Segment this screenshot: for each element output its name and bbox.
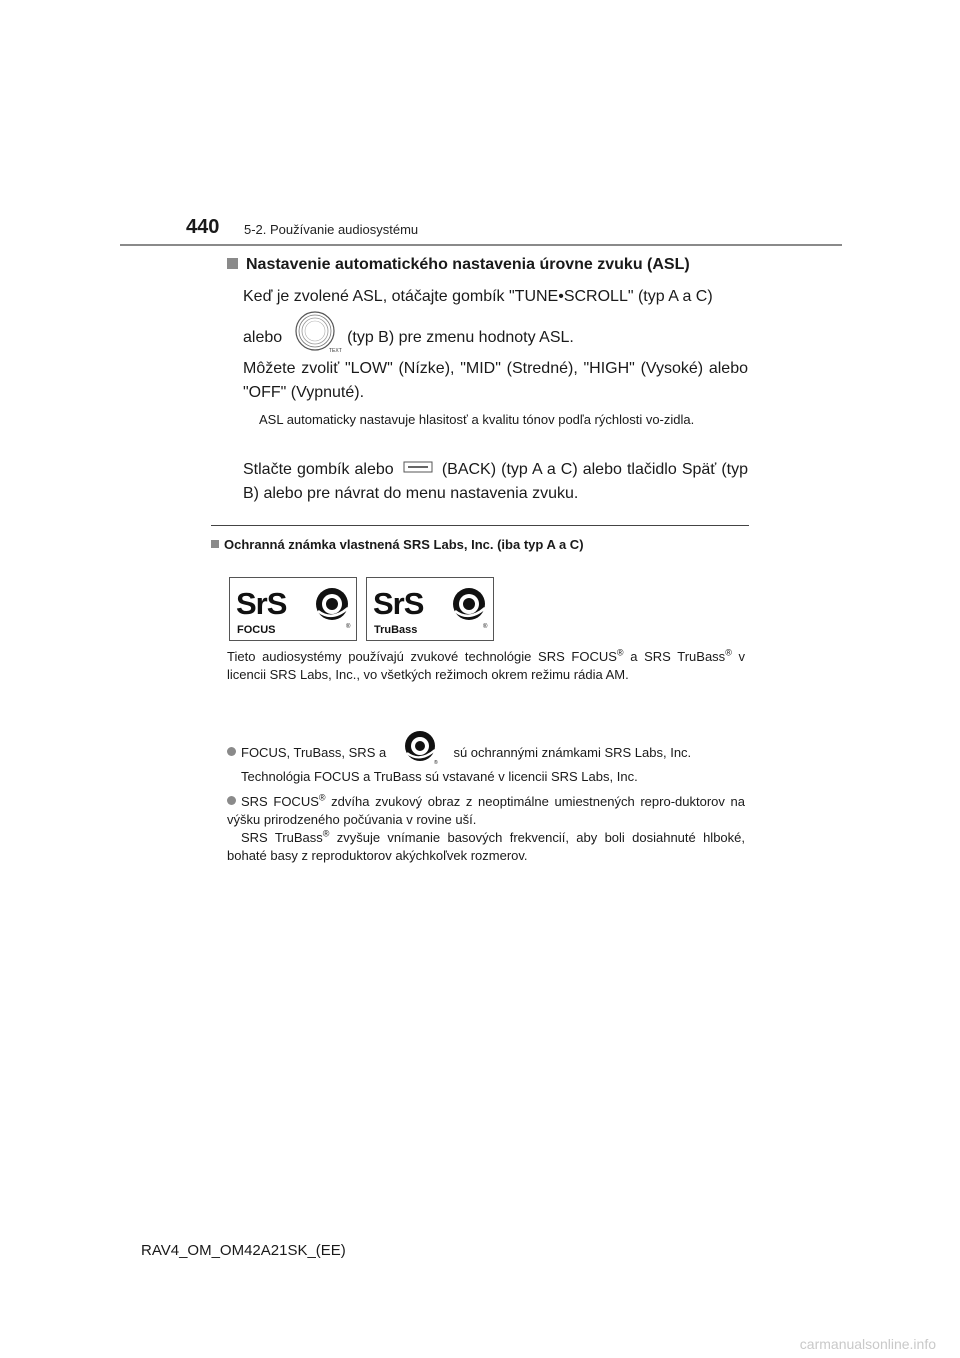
svg-text:FOCUS: FOCUS: [237, 624, 276, 636]
asl-heading: Nastavenie automatického nastavenia úrovne zvuku (ASL): [227, 256, 690, 274]
asl-paragraph-1: Keď je zvolené ASL, otáčajte gombík "TUNE•SCROLL" (typ A a C): [243, 288, 713, 305]
header-divider: [120, 244, 842, 246]
asl-paragraph-4: Stlačte gombík alebo (BACK) (typ A a C) alebo tlačidlo Späť (typ B) alebo pre návrat do menu nastavenia zvuku.: [243, 458, 748, 506]
srs-bullet-2: SRS FOCUS® zdvíha zvukový obraz z neoptimálne umiestnených repro-duktorov na výšku prirodzeného počúvania v rovine uší. SRS TruBass® zvyšuje vnímanie basových frekvencií, aby boli dosiahnuté hlboké, bohaté basy z reproduktorov akýchkoľvek rozmerov.: [227, 792, 745, 863]
srs-logo-icon: [398, 729, 442, 770]
svg-text:®: ®: [346, 624, 351, 630]
svg-text:SrS: SrS: [236, 586, 287, 621]
tune-knob-icon: [293, 310, 342, 362]
square-bullet-icon: [211, 540, 219, 548]
svg-text:®: ®: [483, 624, 488, 630]
srs-focus-logo: [229, 577, 357, 641]
asl-paragraph-2: alebo TEXT (typ B) pre zmenu hodnoty ASL.: [243, 312, 748, 360]
section-divider: [211, 525, 749, 526]
srs-bullet-1: FOCUS, TruBass, SRS a ® sú ochrannými známkami SRS Labs, Inc.: [227, 733, 745, 774]
document-id: RAV4_OM_OM42A21SK_(EE): [141, 1242, 346, 1259]
srs-trubass-logo: [366, 577, 494, 641]
srs-paragraph: Tieto audiosystémy používajú zvukové technológie SRS FOCUS® a SRS TruBass® v licencii SRS Labs, Inc., vo všetkých režimoch okrem režimu rádia AM.: [227, 647, 745, 682]
page-number: 440: [186, 216, 220, 238]
svg-text:TruBass: TruBass: [374, 624, 418, 636]
svg-text:SrS: SrS: [373, 586, 424, 621]
svg-text:®: ®: [433, 760, 438, 766]
watermark: carmanualsonline.info: [799, 1336, 936, 1352]
square-bullet-icon: [227, 258, 238, 269]
round-bullet-icon: [227, 747, 236, 756]
round-bullet-icon: [227, 796, 236, 805]
srs-bullet-1-line-2: Technológia FOCUS a TruBass sú vstavané v licencii SRS Labs, Inc.: [241, 769, 638, 784]
asl-note: ASL automaticky nastavuje hlasitosť a kvalitu tónov podľa rýchlosti vo-zidla.: [259, 412, 695, 427]
section-title: 5-2. Používanie audiosystému: [244, 222, 419, 237]
srs-heading: Ochranná známka vlastnená SRS Labs, Inc. (iba typ A a C): [211, 537, 584, 552]
svg-text:TEXT: TEXT: [328, 348, 342, 354]
back-button-icon: [403, 458, 433, 482]
asl-paragraph-3: Môžete zvoliť "LOW" (Nízke), "MID" (Stredné), "HIGH" (Vysoké) alebo "OFF" (Vypnuté).: [243, 360, 748, 401]
